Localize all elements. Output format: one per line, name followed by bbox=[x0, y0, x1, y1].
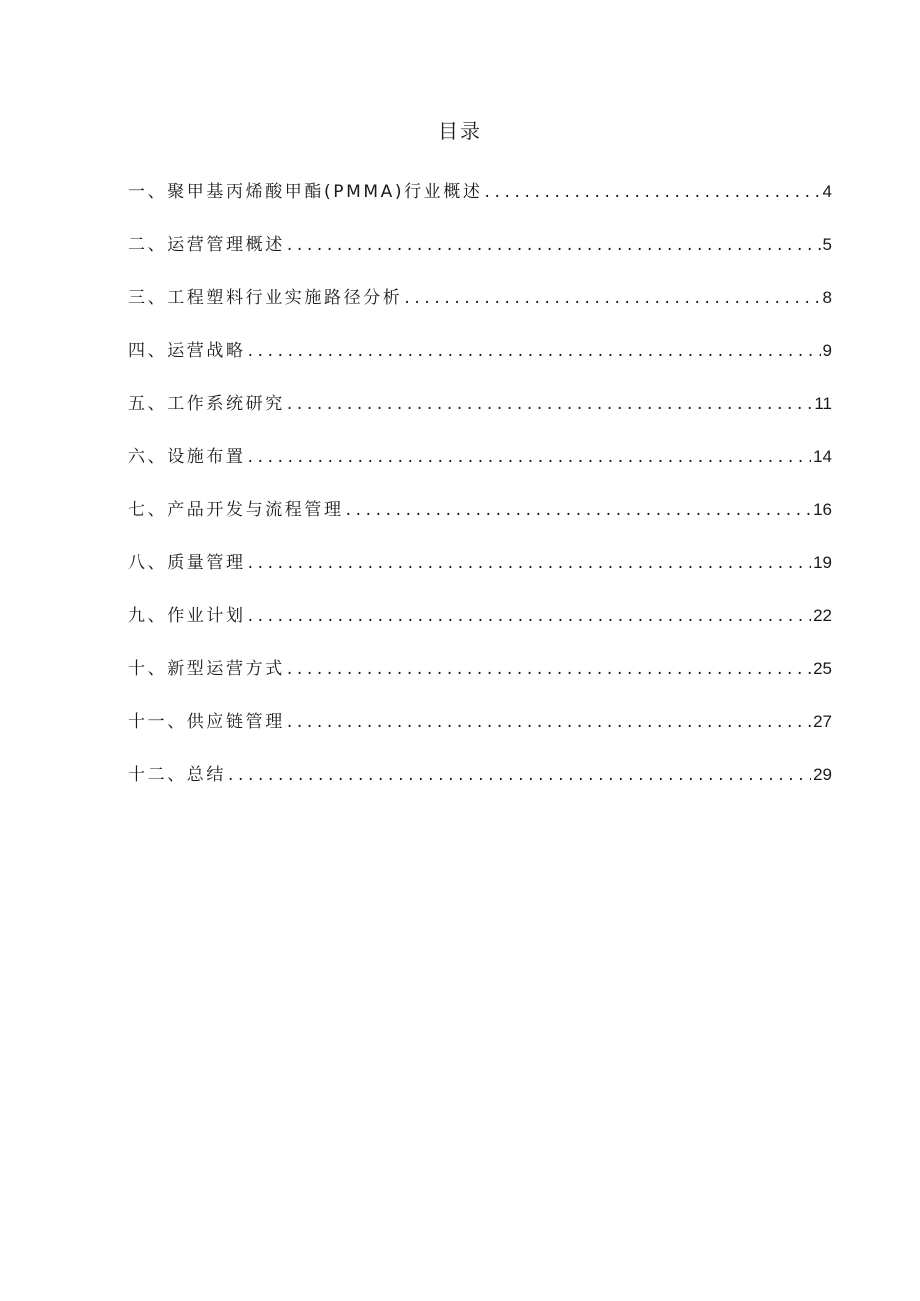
toc-entry-page-number: 29 bbox=[813, 765, 832, 784]
toc-entry-page-number: 14 bbox=[813, 447, 832, 466]
toc-dot-leader bbox=[484, 178, 820, 206]
toc-entry-page-number: 19 bbox=[813, 553, 832, 572]
toc-entry[interactable] bbox=[128, 231, 832, 284]
toc-entry[interactable] bbox=[128, 549, 832, 602]
toc-entry[interactable] bbox=[128, 284, 832, 337]
table-of-contents bbox=[128, 178, 832, 814]
toc-entry-label: 九、作业计划 bbox=[128, 606, 246, 626]
toc-entry-page-number: 9 bbox=[822, 341, 832, 360]
toc-entry[interactable] bbox=[128, 602, 832, 655]
toc-dot-leader bbox=[287, 655, 811, 683]
toc-entry-label: 五、工作系统研究 bbox=[128, 394, 285, 414]
toc-entry-label: 八、质量管理 bbox=[128, 553, 246, 573]
toc-dot-leader bbox=[248, 443, 811, 471]
toc-entry-page-number: 11 bbox=[814, 394, 832, 413]
toc-dot-leader bbox=[248, 337, 821, 365]
toc-dot-leader bbox=[287, 231, 821, 259]
toc-dot-leader bbox=[287, 708, 811, 736]
toc-entry[interactable] bbox=[128, 761, 832, 814]
toc-entry-page-number: 8 bbox=[822, 288, 832, 307]
toc-entry[interactable] bbox=[128, 443, 832, 496]
toc-entry[interactable] bbox=[128, 337, 832, 390]
toc-entry-page-number: 27 bbox=[813, 712, 832, 731]
toc-entry-page-number: 16 bbox=[813, 500, 832, 519]
toc-title: 目录 bbox=[438, 119, 482, 143]
toc-dot-leader bbox=[287, 390, 813, 418]
toc-entry[interactable] bbox=[128, 708, 832, 761]
toc-entry-label: 十一、供应链管理 bbox=[128, 712, 285, 732]
toc-dot-leader bbox=[346, 496, 811, 524]
toc-entry-page-number: 5 bbox=[822, 235, 832, 254]
toc-entry-page-number: 25 bbox=[813, 659, 832, 678]
toc-entry-label: 六、设施布置 bbox=[128, 447, 246, 467]
toc-entry-label: 二、运营管理概述 bbox=[128, 235, 285, 255]
toc-dot-leader bbox=[404, 284, 820, 312]
toc-entry-label: 十、新型运营方式 bbox=[128, 659, 285, 679]
toc-entry[interactable] bbox=[128, 390, 832, 443]
toc-dot-leader bbox=[248, 602, 811, 630]
toc-entry-page-number: 22 bbox=[813, 606, 832, 625]
toc-entry-label: 十二、总结 bbox=[128, 765, 226, 785]
toc-entry[interactable] bbox=[128, 178, 832, 231]
toc-entry-label: 三、工程塑料行业实施路径分析 bbox=[128, 288, 403, 308]
toc-entry-label: 一、聚甲基丙烯酸甲酯(PMMA)行业概述 bbox=[128, 182, 483, 202]
toc-entry[interactable] bbox=[128, 655, 832, 708]
toc-dot-leader bbox=[228, 761, 811, 789]
toc-dot-leader bbox=[248, 549, 811, 577]
toc-entry-page-number: 4 bbox=[822, 182, 832, 201]
toc-entry-label: 七、产品开发与流程管理 bbox=[128, 500, 344, 520]
toc-entry-label: 四、运营战略 bbox=[128, 341, 246, 361]
toc-entry[interactable] bbox=[128, 496, 832, 549]
